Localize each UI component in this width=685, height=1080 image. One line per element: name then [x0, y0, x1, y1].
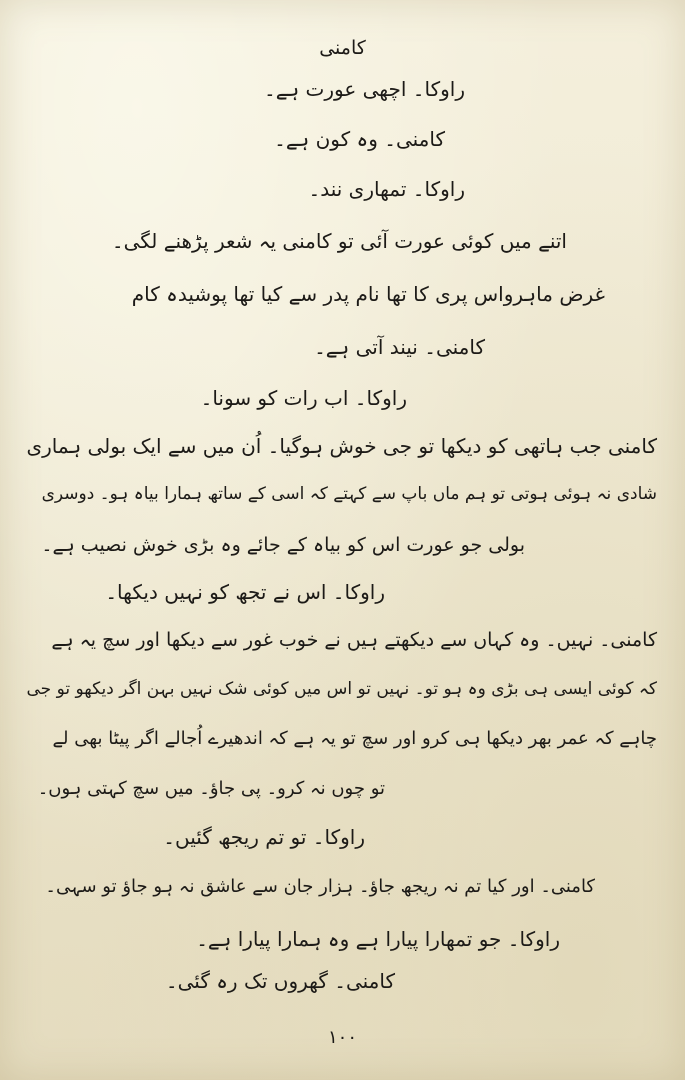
text-line-19: کامنی۔ گھروں تک رہ گئی۔	[165, 969, 395, 993]
text-line-12: کامنی۔ نہیں۔ وہ کہاں سے دیکھتے ہیں نے خوب غور سے دیکھا اور سچ یہ ہے	[51, 629, 657, 651]
text-line-2: کامنی۔ وہ کون ہے۔	[274, 127, 445, 151]
text-line-8: کامنی جب ہاتھی کو دیکھا تو جی خوش ہوگیا۔ اُن میں سے ایک بولی ہماری	[26, 434, 657, 458]
text-line-10: بولی جو عورت اس کو بیاہ کے جائے وہ بڑی خوش نصیب ہے۔	[41, 534, 525, 556]
text-line-4: اتنے میں کوئی عورت آئی تو کامنی یہ شعر پڑھنے لگی۔	[111, 229, 567, 253]
text-line-15: تو چوں نہ کرو۔ پی جاؤ۔ میں سچ کہتی ہوں۔	[37, 778, 385, 799]
text-line-13: کہ کوئی ایسی ہی بڑی وہ ہو تو۔ نہیں تو اس میں کوئی شک نہیں بہن اگر دیکھو تو جی	[26, 679, 657, 699]
page-number: ۱۰۰	[327, 1027, 357, 1048]
text-line-3: راوکا۔ تمھاری نند۔	[308, 177, 465, 201]
text-line-9: شادی نہ ہوئی ہوتی تو ہم ماں باپ سے کہتے کہ اسی کے ساتھ ہمارا بیاہ ہو۔ دوسری	[41, 484, 657, 504]
text-line-14: چاہے کہ عمر بھر دیکھا ہی کرو اور سچ تو یہ ہے کہ اندھیرے اُجالے اگر پیٹا بھی لے	[52, 728, 657, 749]
text-line-16: راوکا۔ تو تم ریجھ گئیں۔	[163, 825, 365, 849]
text-line-1: راوکا۔ اچھی عورت ہے۔	[264, 77, 465, 101]
text-line-18: راوکا۔ جو تمھارا پیارا ہے وہ ہمارا پیارا ہے۔	[196, 927, 560, 951]
text-line-5: غرض ماہرواس پری کا تھا نام پدر سے کیا تھا پوشیدہ کام	[131, 282, 605, 306]
text-line-11: راوکا۔ اس نے تجھ کو نہیں دیکھا۔	[105, 580, 385, 604]
text-line-17: کامنی۔ اور کیا تم نہ ریجھ جاؤ۔ ہزار جان سے عاشق نہ ہو جاؤ تو سہی۔	[45, 876, 595, 897]
page-header-title: کامنی	[319, 37, 366, 59]
text-line-7: راوکا۔ اب رات کو سونا۔	[200, 386, 407, 410]
text-line-6: کامنی۔ نیند آتی ہے۔	[314, 335, 485, 359]
